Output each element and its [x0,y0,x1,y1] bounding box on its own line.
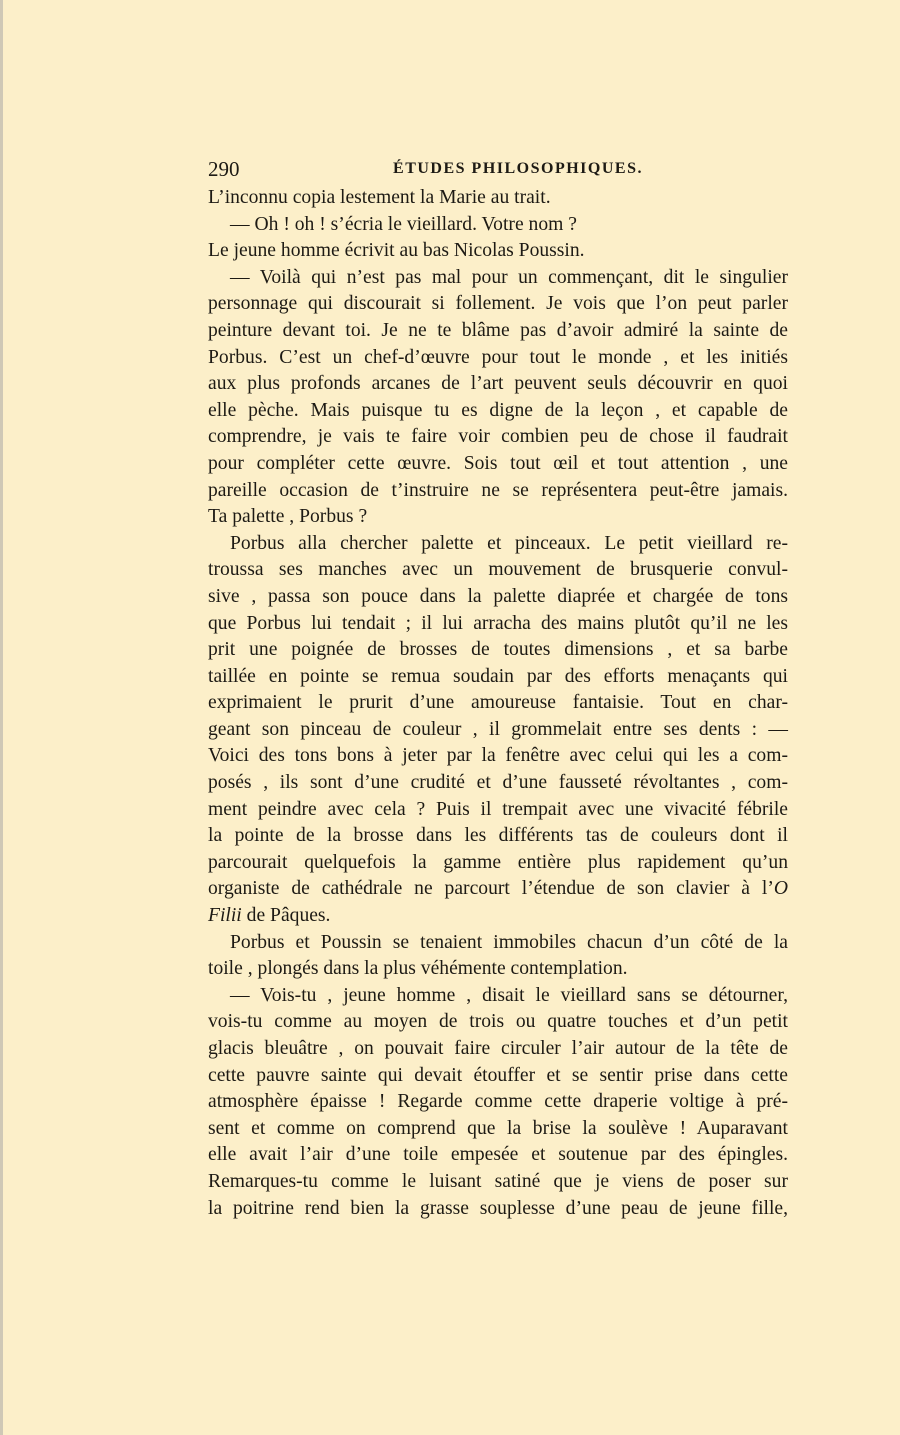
text-line: glacis bleuâtre , on pouvait faire circuler l’air autour de la tête de [208,1038,788,1059]
text-line: cette pauvre sainte qui devait étouffer et se sentir prise dans cette [208,1064,788,1086]
text-line: pour compléter cette œuvre. Sois tout œil et tout attention , une [208,452,788,474]
text-line: Ta palette , Porbus ? [208,506,368,528]
italic-title-fragment: Filii [208,905,242,927]
text-line: posés , ils sont d’une crudité et d’une fausseté révoltantes , com- [208,772,788,794]
text-line-with-italic [208,903,788,930]
text-line: Porbus. C’est un chef-d’œuvre pour tout le monde , et les initiés [208,346,788,368]
running-head [208,155,788,183]
text-line: que Porbus lui tendait ; il lui arracha des mains plutôt qu’il ne les [208,612,788,634]
text-line: — Oh ! oh ! s’écria le vieillard. Votre nom ? [230,213,577,235]
text-line: pareille occasion de t’instruire ne se représentera peut-être jamais. [208,479,788,501]
text-line: exprimaient le prurit d’une amoureuse fantaisie. Tout en char- [208,692,788,714]
book-page [208,155,788,1222]
text-line: ment peindre avec cela ? Puis il trempait avec une vivacité fébrile [208,798,788,820]
text-line: Voici des tons bons à jeter par la fenêtre avec celui qui les a com- [208,745,788,767]
text-line: toile , plongés dans la plus véhémente contemplation. [208,958,628,980]
text-line: la pointe de la brosse dans les différents tas de couleurs dont il [208,825,788,847]
italic-title-fragment: O [773,878,788,900]
text-line: comprendre, je vais te faire voir combien peu de chose il faudrait [208,426,788,448]
text-line: — Voilà qui n’est pas mal pour un commençant, dit le singulier [230,266,788,288]
text-line: atmosphère épaisse ! Regarde comme cette draperie voltige à pré- [208,1091,788,1113]
text-line: personnage qui discourait si follement. Je vois que l’on peut parler [208,293,788,315]
text-line: prit une poignée de brosses de toutes dimensions , et sa barbe [208,639,788,661]
text-line: vois-tu comme au moyen de trois ou quatre touches et d’un petit [208,1011,788,1033]
text-line: parcourait quelquefois la gamme entière plus rapidement qu’un [208,851,788,873]
text-line: L’inconnu copia lestement la Marie au trait. [208,187,551,208]
page-number: 290 [208,157,240,181]
text-line: taillée en pointe se remua soudain par des efforts menaçants qui [208,665,788,687]
text-line: aux plus profonds arcanes de l’art peuvent seuls découvrir en quoi [208,373,788,395]
text-line: elle avait l’air d’une toile empesée et soutenue par des épingles. [208,1144,788,1166]
text-line: troussa ses manches avec un mouvement de brusquerie convul- [208,559,788,581]
body-text [208,185,788,1222]
page-edge [0,0,3,1435]
text-line: sive , passa son pouce dans la palette diaprée et chargée de tons [208,585,788,607]
text-line-with-italic [208,876,788,903]
text-segment: organiste de cathédrale ne parcourt l’étendue de son clavier à l’ [208,878,774,900]
running-title: ÉTUDES PHILOSOPHIQUES. [393,160,643,177]
text-line: elle pèche. Mais puisque tu es digne de la leçon , et capable de [208,399,788,421]
text-line: sent et comme on comprend que la brise la soulève ! Auparavant [208,1117,788,1139]
text-line: — Vois-tu , jeune homme , disait le vieillard sans se détourner, [230,984,788,1006]
text-line: la poitrine rend bien la grasse souplesse d’une peau de jeune fille, [208,1197,788,1219]
text-line: Le jeune homme écrivit au bas Nicolas Poussin. [208,240,585,262]
text-segment: de Pâques. [246,905,331,927]
text-line: Porbus et Poussin se tenaient immobiles chacun d’un côté de la [230,931,788,953]
text-line: Remarques-tu comme le luisant satiné que je viens de poser sur [208,1170,788,1192]
text-line: geant son pinceau de couleur , il grommelait entre ses dents : — [208,718,788,740]
text-line: peinture devant toi. Je ne te blâme pas d’avoir admiré la sainte de [208,319,788,341]
text-line: Porbus alla chercher palette et pinceaux. Le petit vieillard re- [230,532,788,554]
